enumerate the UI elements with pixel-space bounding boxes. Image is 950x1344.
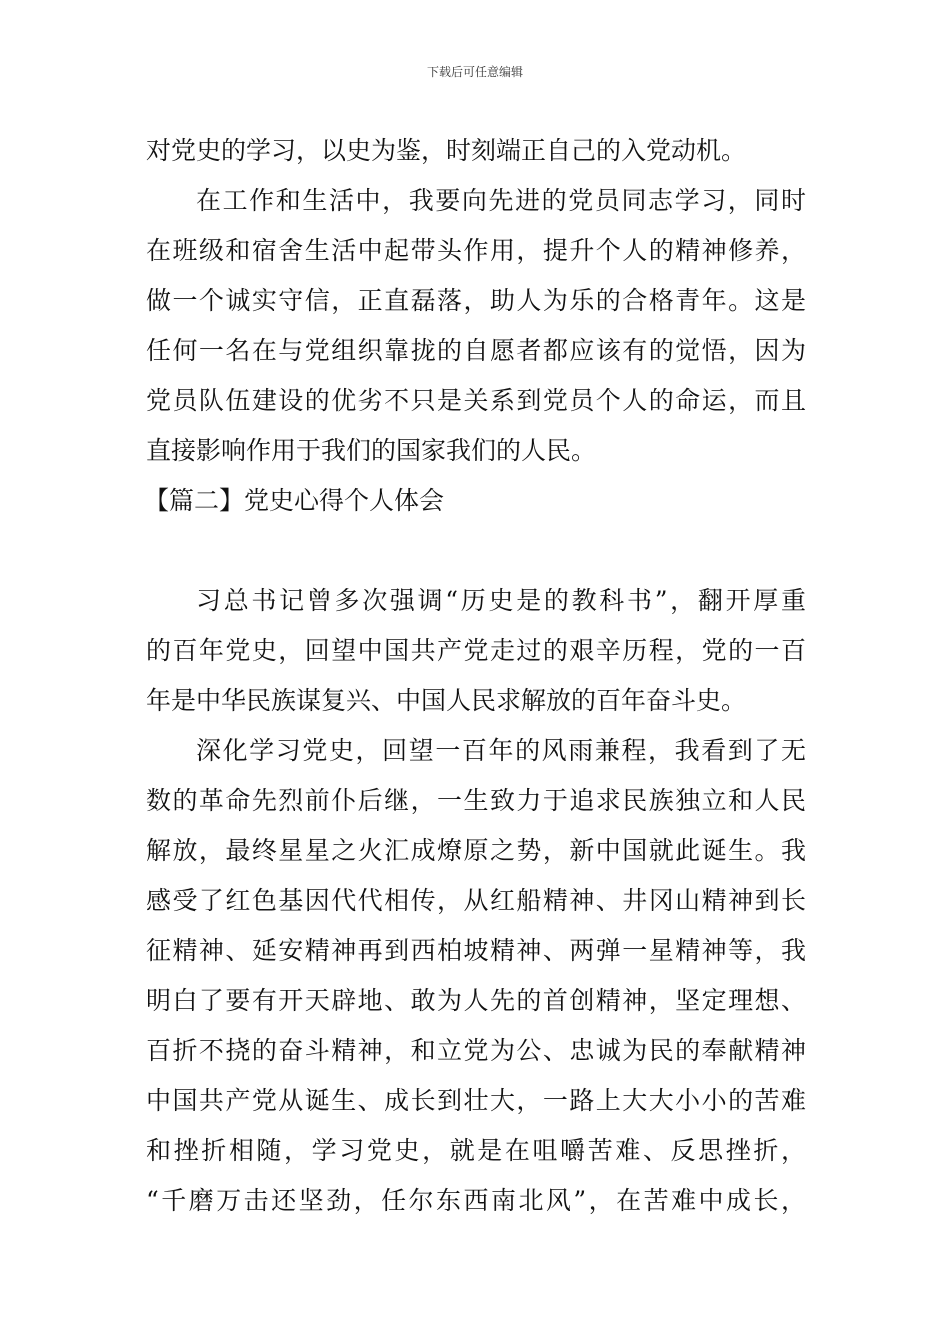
blank-line xyxy=(146,526,806,576)
paragraph-line: 深化学习党史，回望一百年的风雨兼程，我看到了无 xyxy=(196,736,806,765)
paragraph-line: 解放，最终星星之火汇成燎原之势，新中国就此诞生。我 xyxy=(146,836,806,865)
paragraph-line: “千磨万击还坚劲，任尔东西南北风”，在苦难中成长， xyxy=(146,1186,806,1215)
paragraph-line: 在班级和宿舍生活中起带头作用，提升个人的精神修养， xyxy=(146,236,806,265)
paragraph-line: 中国共产党从诞生、成长到壮大，一路上大大小小的苦难 xyxy=(146,1086,806,1115)
paragraph-line: 直接影响作用于我们的国家我们的人民。 xyxy=(146,436,597,465)
paragraph-line: 数的革命先烈前仆后继，一生致力于追求民族独立和人民 xyxy=(146,786,806,815)
paragraph-line: 百折不挠的奋斗精神，和立党为公、忠诚为民的奉献精神 xyxy=(146,1036,806,1065)
paragraph-line: 习总书记曾多次强调“历史是的教科书”，翻开厚重 xyxy=(196,586,806,615)
document-body xyxy=(146,126,806,1226)
paragraph-line: 的百年党史，回望中国共产党走过的艰辛历程，党的一百 xyxy=(146,636,806,665)
page-header-note: 下载后可任意编辑 xyxy=(426,65,523,79)
paragraph-line: 明白了要有开天辟地、敢为人先的首创精神，坚定理想、 xyxy=(146,986,806,1015)
paragraph-line: 做一个诚实守信，正直磊落，助人为乐的合格青年。这是 xyxy=(146,286,806,315)
paragraph-line: 感受了红色基因代代相传，从红船精神、井冈山精神到长 xyxy=(146,886,806,915)
paragraph-line: 年是中华民族谋复兴、中国人民求解放的百年奋斗史。 xyxy=(146,686,747,715)
paragraph-line: 在工作和生活中，我要向先进的党员同志学习，同时 xyxy=(196,186,806,215)
paragraph-line: 征精神、延安精神再到西柏坡精神、两弹一星精神等，我 xyxy=(146,936,806,965)
paragraph-line: 对党史的学习，以史为鉴，时刻端正自己的入党动机。 xyxy=(146,136,747,165)
section-heading: 【篇二】党史心得个人体会 xyxy=(144,486,445,515)
paragraph-line: 任何一名在与党组织靠拢的自愿者都应该有的觉悟，因为 xyxy=(146,336,806,365)
paragraph-line: 党员队伍建设的优劣不只是关系到党员个人的命运，而且 xyxy=(146,386,806,415)
paragraph-line: 和挫折相随，学习党史，就是在咀嚼苦难、反思挫折， xyxy=(146,1136,806,1165)
